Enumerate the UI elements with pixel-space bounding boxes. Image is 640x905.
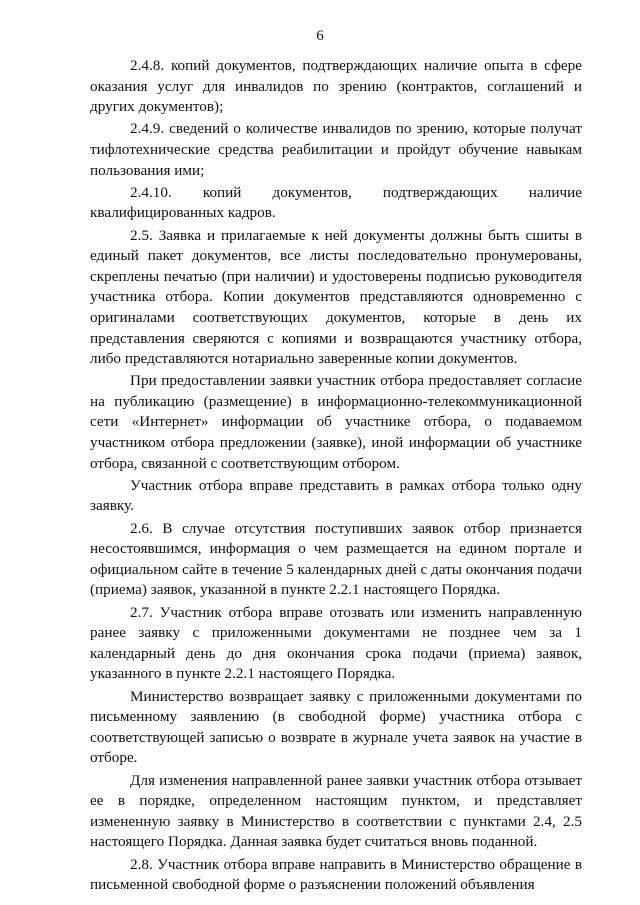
document-body bbox=[90, 56, 582, 897]
paragraph-consent-publication: При предоставлении заявки участник отбора предоставляет согласие на публикацию (размещение) в информационно-телекоммуникационной сети «Интернет» информации об участнике отбора, о подаваемом участником отбора предложении (заявке), иной информации об участнике отбора, связанной с соответствующим отбором. bbox=[90, 372, 582, 472]
paragraph-2-4-9: 2.4.9. сведений о количестве инвалидов по зрению, которые получат тифлотехнические средства реабилитации и пройдут обучение навыкам пользования ими; bbox=[90, 120, 582, 179]
paragraph-single-application: Участник отбора вправе представить в рамках отбора только одну заявку. bbox=[90, 476, 582, 515]
paragraph-2-7: 2.7. Участник отбора вправе отозвать или изменить направленную ранее заявку с приложенными документами не позднее чем за 1 календарный день до дня окончания срока подачи (приема) заявок, указанного в пункте 2.2.1 настоящего Порядка. bbox=[90, 603, 582, 683]
paragraph-2-4-8: 2.4.8. копий документов, подтверждающих наличие опыта в сфере оказания услуг для инвалидов по зрению (контрактов, соглашений и других документов); bbox=[90, 57, 582, 116]
paragraph-2-5: 2.5. Заявка и прилагаемые к ней документы должны быть сшиты в единый пакет документов, все листы последовательно пронумерованы, скреплены печатью (при наличии) и удостоверены подписью руководителя участника отбора. Копии документов представляются одновременно с оригиналами соответствующих документов, которые в день их представления сверяются с копиями и возвращаются участнику отбора, либо представляются нотариально заверенные копии документов. bbox=[90, 226, 582, 368]
page-number: 6 bbox=[316, 28, 324, 44]
paragraph-2-8: 2.8. Участник отбора вправе направить в Министерство обращение в письменной свободной форме о разъяснении положений объявления bbox=[90, 855, 582, 894]
paragraph-ministry-return: Министерство возвращает заявку с приложенными документами по письменному заявлению (в свободной форме) участника отбора с соответствующей записью о возврате в журнале учета заявок на участие в отборе. bbox=[90, 687, 582, 767]
paragraph-2-6: 2.6. В случае отсутствия поступивших заявок отбор признается несостоявшимся, информация о чем размещается на едином портале и официальном сайте в течение 5 календарных дней с даты окончания подачи (приема) заявок, указанной в пункте 2.2.1 настоящего Порядка. bbox=[90, 519, 582, 599]
paragraph-application-change: Для изменения направленной ранее заявки участник отбора отзывает ее в порядке, определенном настоящим пунктом, и представляет измененную заявку в Министерство в соответствии с пунктами 2.4, 2.5 настоящего Порядка. Данная заявка будет считаться вновь поданной. bbox=[90, 771, 582, 851]
paragraph-2-4-10: 2.4.10. копий документов, подтверждающих наличие квалифицированных кадров. bbox=[90, 183, 582, 222]
